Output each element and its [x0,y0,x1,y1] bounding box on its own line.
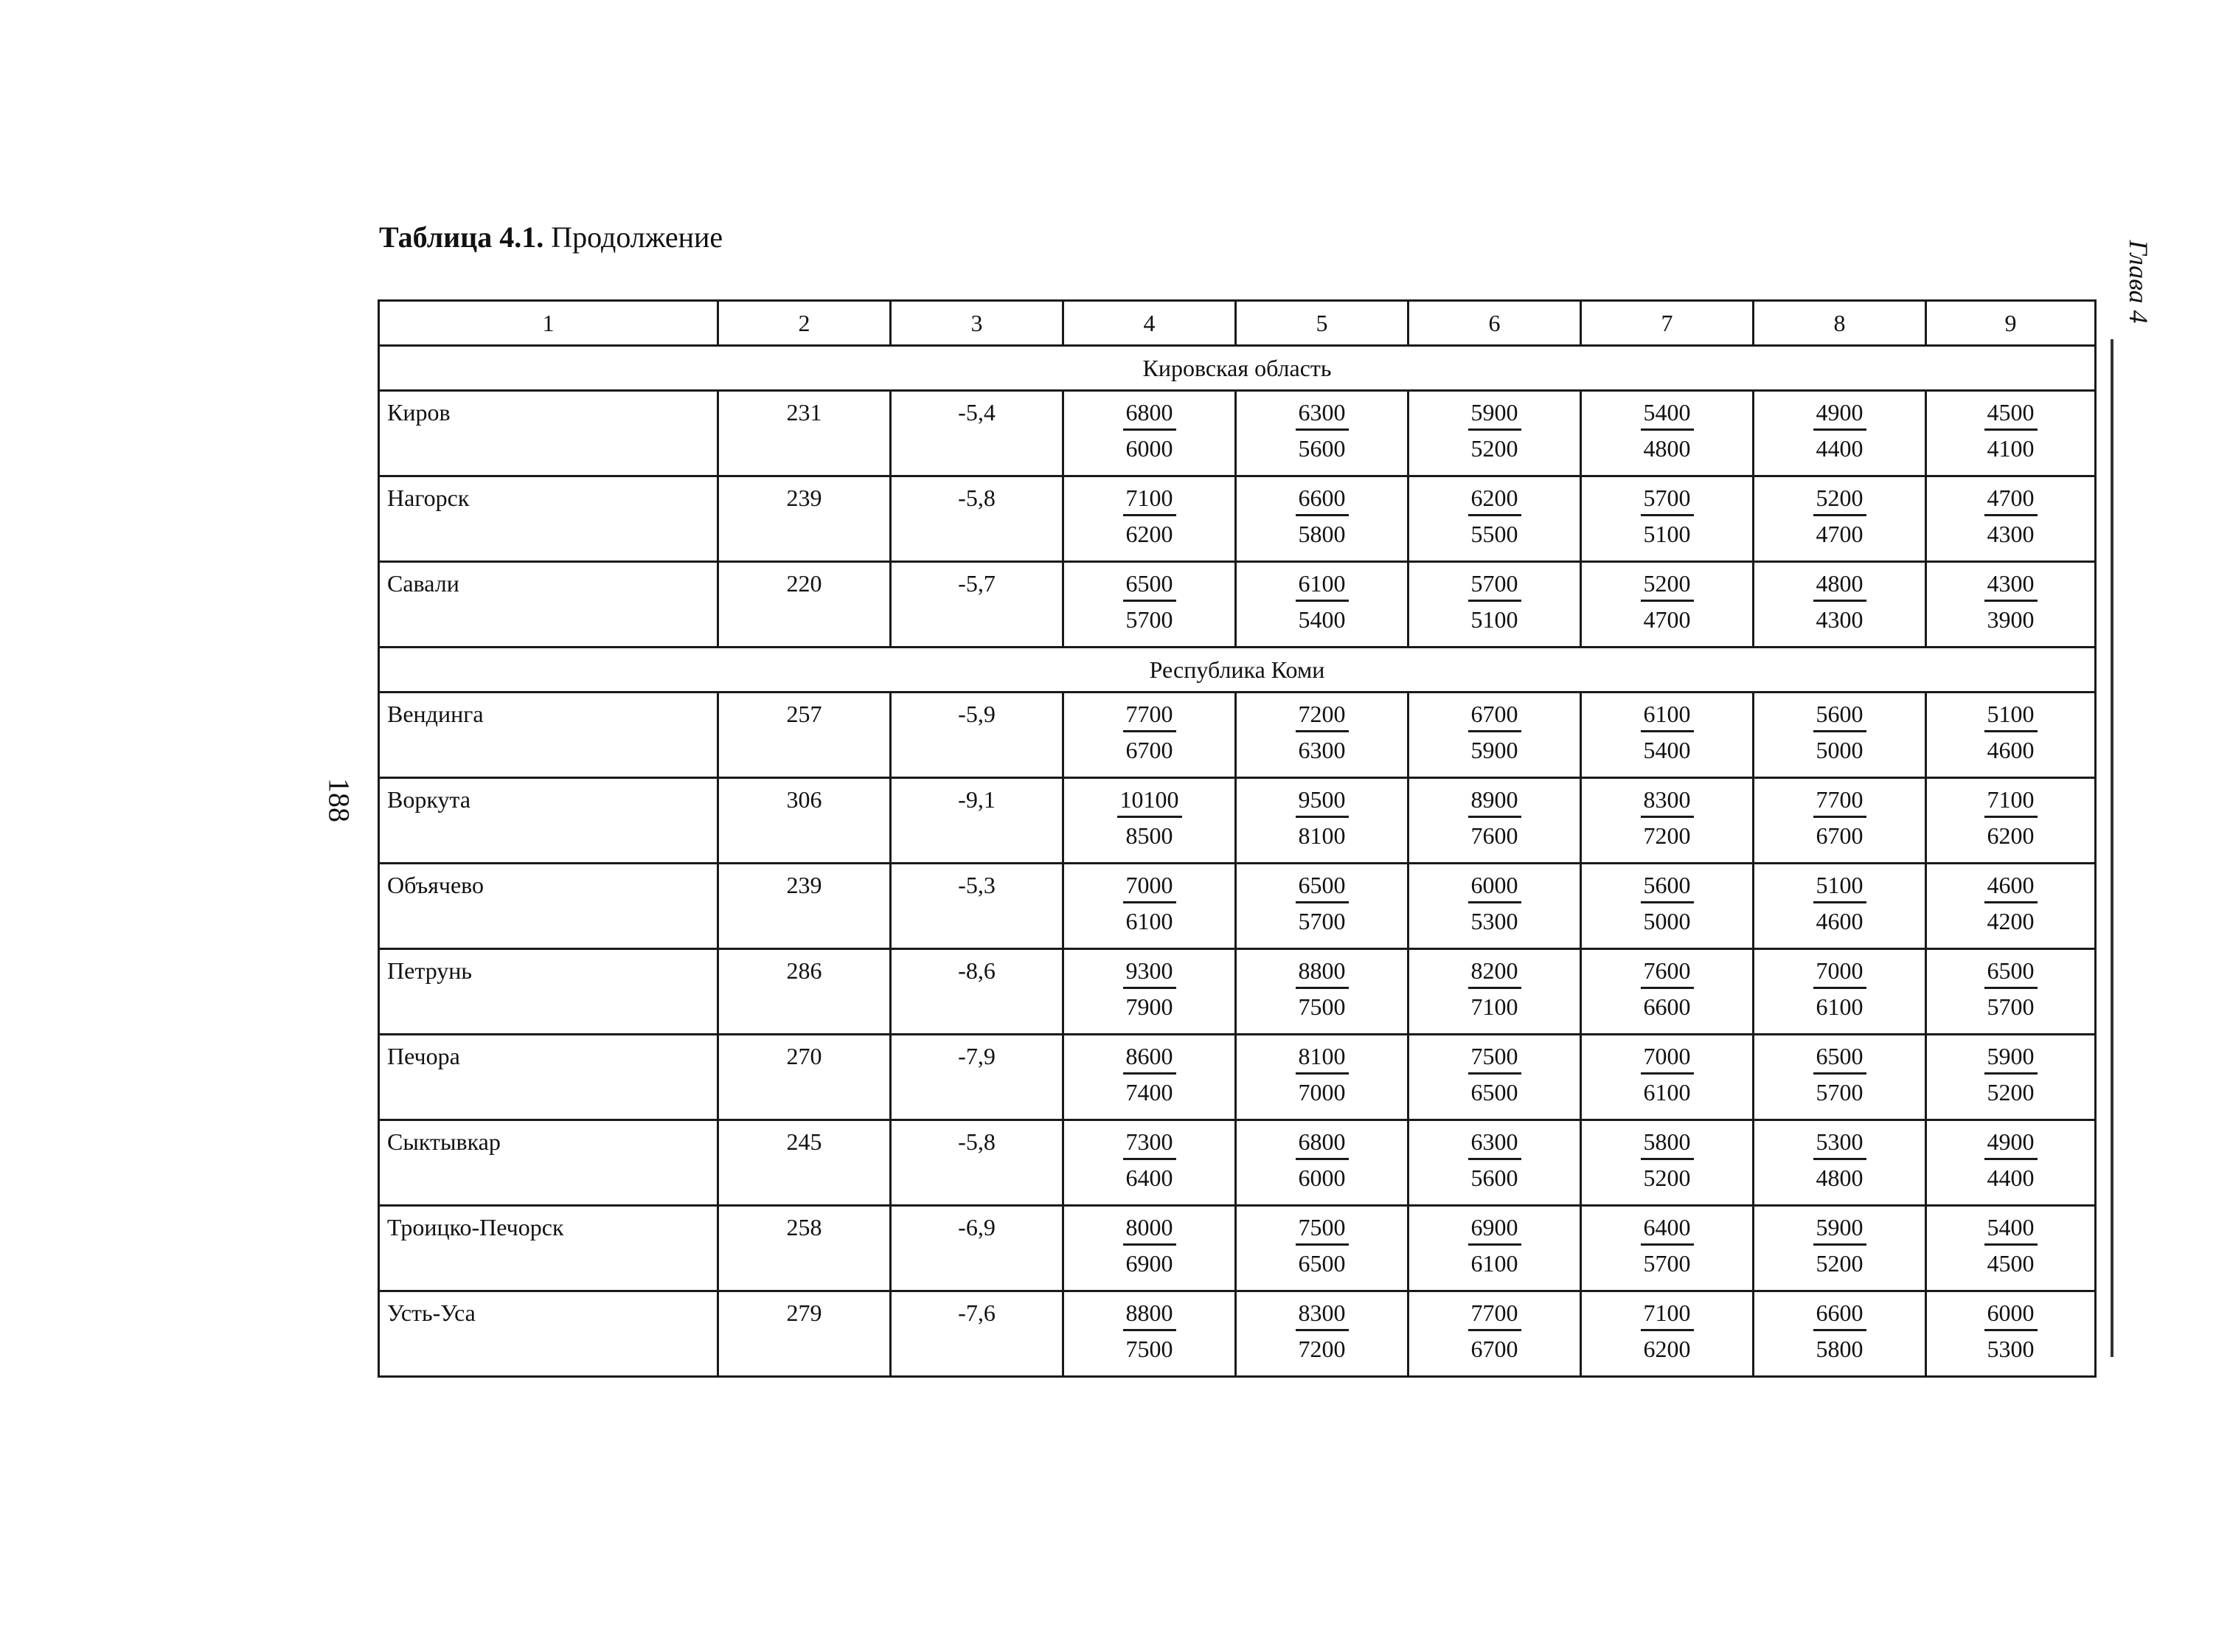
fraction-cell [1408,562,1581,648]
fraction-cell [1926,476,2096,562]
fraction-cell [1581,1035,1754,1120]
numerator: 8600 [1123,1041,1176,1075]
page-number-text: 188 [322,778,356,822]
denominator: 4300 [1816,606,1863,633]
numerator: 6400 [1641,1212,1694,1246]
denominator: 6000 [1125,435,1173,462]
fraction-cell [1926,391,2096,476]
numerator: 6200 [1468,483,1521,516]
denominator: 4800 [1643,435,1691,462]
denominator: 5800 [1298,521,1346,547]
numerator: 7100 [1984,785,2038,818]
fraction-cell [1063,693,1236,778]
table-row [379,693,2096,778]
fraction-cell [1236,864,1408,949]
denominator: 4600 [1816,908,1863,934]
numerator: 6600 [1813,1298,1866,1331]
numerator: 9500 [1296,785,1349,818]
denominator: 4800 [1816,1165,1863,1191]
region-row [379,648,2096,693]
numerator: 6600 [1296,483,1349,516]
table-row [379,1206,2096,1291]
col2-value: 220 [718,562,891,648]
numerator: 4800 [1813,569,1866,602]
denominator: 6700 [1125,737,1173,763]
col3-value: -9,1 [891,778,1063,864]
denominator: 5000 [1816,737,1863,763]
fraction-cell [1754,391,1926,476]
fraction-cell [1408,1206,1581,1291]
denominator: 5600 [1298,435,1346,462]
numerator: 8000 [1123,1212,1176,1246]
numerator: 7600 [1641,956,1694,989]
numerator: 7700 [1123,699,1176,732]
denominator: 7100 [1470,993,1518,1020]
numerator: 6000 [1984,1298,2038,1331]
numerator: 7100 [1123,483,1176,516]
denominator: 4500 [1987,1250,2035,1277]
fraction-cell [1754,1206,1926,1291]
denominator: 6100 [1643,1079,1691,1106]
numerator: 5800 [1641,1127,1694,1160]
fraction-cell [1408,1120,1581,1206]
numerator: 5200 [1813,483,1866,516]
fraction-cell [1063,476,1236,562]
station-name: Троицко-Печорск [379,1206,718,1291]
denominator: 7900 [1125,993,1173,1020]
station-name: Воркута [379,778,718,864]
denominator: 8100 [1298,822,1346,849]
fraction-cell [1754,476,1926,562]
denominator: 8500 [1125,822,1173,849]
fraction-cell [1581,778,1754,864]
col2-value: 258 [718,1206,891,1291]
fraction-cell [1063,1291,1236,1377]
col2-value: 270 [718,1035,891,1120]
numerator: 5400 [1641,398,1694,431]
col3-value: -5,9 [891,693,1063,778]
fraction-cell [1236,1035,1408,1120]
denominator: 5300 [1470,908,1518,934]
col2-value: 286 [718,949,891,1035]
denominator: 5200 [1816,1250,1863,1277]
region-heading: Республика Коми [379,648,2096,693]
fraction-cell [1408,949,1581,1035]
numerator: 5700 [1641,483,1694,516]
numerator: 4300 [1984,569,2038,602]
numerator: 7100 [1641,1298,1694,1331]
denominator: 4600 [1987,737,2035,763]
col2-value: 239 [718,476,891,562]
col3-value: -7,6 [891,1291,1063,1377]
fraction-cell [1408,1291,1581,1377]
table-row [379,476,2096,562]
numerator: 5900 [1813,1212,1866,1246]
numerator: 7000 [1123,870,1176,903]
numerator: 5400 [1984,1212,2038,1246]
denominator: 4200 [1987,908,2035,934]
denominator: 7500 [1125,1336,1173,1362]
fraction-cell [1926,693,2096,778]
numerator: 6000 [1468,870,1521,903]
numerator: 5300 [1813,1127,1866,1160]
station-name: Нагорск [379,476,718,562]
denominator: 6500 [1470,1079,1518,1106]
table-row [379,1120,2096,1206]
header-cell: 2 [718,301,891,346]
col2-value: 239 [718,864,891,949]
denominator: 5700 [1125,606,1173,633]
fraction-cell [1926,562,2096,648]
fraction-cell [1926,1291,2096,1377]
table-row [379,778,2096,864]
table-row [379,1291,2096,1377]
numerator: 7300 [1123,1127,1176,1160]
fraction-cell [1408,693,1581,778]
fraction-cell [1236,391,1408,476]
numerator: 5100 [1984,699,2038,732]
data-table [378,299,2097,1378]
fraction-cell [1063,778,1236,864]
fraction-cell [1408,778,1581,864]
header-cell: 5 [1236,301,1408,346]
fraction-cell [1581,864,1754,949]
numerator: 7700 [1813,785,1866,818]
numerator: 6800 [1296,1127,1349,1160]
numerator: 6100 [1641,699,1694,732]
col2-value: 245 [718,1120,891,1206]
numerator: 6900 [1468,1212,1521,1246]
fraction-cell [1581,391,1754,476]
fraction-cell [1063,562,1236,648]
denominator: 6100 [1125,908,1173,934]
header-row [379,301,2096,346]
fraction-cell [1408,391,1581,476]
fraction-cell [1408,864,1581,949]
table-caption-label: Таблица 4.1. [379,221,544,254]
denominator: 5100 [1643,521,1691,547]
numerator: 7700 [1468,1298,1521,1331]
fraction-cell [1754,864,1926,949]
numerator: 10100 [1117,785,1182,818]
col3-value: -5,8 [891,476,1063,562]
station-name: Савали [379,562,718,648]
fraction-cell [1408,1035,1581,1120]
denominator: 3900 [1987,606,2035,633]
denominator: 6200 [1987,822,2035,849]
fraction-cell [1236,476,1408,562]
denominator: 7500 [1298,993,1346,1020]
station-name: Петрунь [379,949,718,1035]
fraction-cell [1926,1206,2096,1291]
numerator: 4900 [1813,398,1866,431]
numerator: 4700 [1984,483,2038,516]
col3-value: -8,6 [891,949,1063,1035]
numerator: 5200 [1641,569,1694,602]
table-row [379,949,2096,1035]
fraction-cell [1754,1291,1926,1377]
table-row [379,864,2096,949]
table-row [379,562,2096,648]
fraction-cell [1754,949,1926,1035]
denominator: 5000 [1643,908,1691,934]
fraction-cell [1236,562,1408,648]
denominator: 5800 [1816,1336,1863,1362]
numerator: 8900 [1468,785,1521,818]
table-row [379,1035,2096,1120]
fraction-cell [1063,1035,1236,1120]
fraction-cell [1236,1291,1408,1377]
header-cell: 7 [1581,301,1754,346]
numerator: 8800 [1123,1298,1176,1331]
numerator: 7000 [1813,956,1866,989]
fraction-cell [1063,949,1236,1035]
fraction-cell [1581,1120,1754,1206]
denominator: 4100 [1987,435,2035,462]
numerator: 4900 [1984,1127,2038,1160]
denominator: 6300 [1298,737,1346,763]
denominator: 6000 [1298,1165,1346,1191]
numerator: 7500 [1468,1041,1521,1075]
fraction-cell [1236,693,1408,778]
fraction-cell [1581,476,1754,562]
denominator: 5400 [1643,737,1691,763]
fraction-cell [1754,778,1926,864]
numerator: 5100 [1813,870,1866,903]
fraction-cell [1926,864,2096,949]
col3-value: -7,9 [891,1035,1063,1120]
numerator: 4500 [1984,398,2038,431]
numerator: 9300 [1123,956,1176,989]
station-name: Вендинга [379,693,718,778]
denominator: 6700 [1816,822,1863,849]
header-cell: 6 [1408,301,1581,346]
denominator: 5200 [1470,435,1518,462]
fraction-cell [1926,949,2096,1035]
numerator: 8200 [1468,956,1521,989]
fraction-cell [1754,1035,1926,1120]
denominator: 6200 [1125,521,1173,547]
numerator: 5700 [1468,569,1521,602]
fraction-cell [1581,949,1754,1035]
header-cell: 4 [1063,301,1236,346]
denominator: 7600 [1470,822,1518,849]
numerator: 7000 [1641,1041,1694,1075]
fraction-cell [1236,1206,1408,1291]
numerator: 6700 [1468,699,1521,732]
station-name: Объячево [379,864,718,949]
numerator: 8300 [1296,1298,1349,1331]
denominator: 5700 [1987,993,2035,1020]
fraction-cell [1581,1291,1754,1377]
denominator: 6900 [1125,1250,1173,1277]
fraction-cell [1754,562,1926,648]
fraction-cell [1063,864,1236,949]
numerator: 5900 [1984,1041,2038,1075]
denominator: 5200 [1987,1079,2035,1106]
fraction-cell [1236,1120,1408,1206]
fraction-cell [1063,1120,1236,1206]
denominator: 6100 [1470,1250,1518,1277]
denominator: 5500 [1470,521,1518,547]
denominator: 5200 [1643,1165,1691,1191]
denominator: 7200 [1298,1336,1346,1362]
table-body [379,301,2096,1377]
numerator: 6100 [1296,569,1349,602]
fraction-cell [1581,1206,1754,1291]
denominator: 6100 [1816,993,1863,1020]
denominator: 7400 [1125,1079,1173,1106]
numerator: 4600 [1984,870,2038,903]
denominator: 5700 [1816,1079,1863,1106]
numerator: 6500 [1296,870,1349,903]
fraction-cell [1754,1120,1926,1206]
col2-value: 306 [718,778,891,864]
numerator: 7500 [1296,1212,1349,1246]
header-cell: 9 [1926,301,2096,346]
denominator: 6500 [1298,1250,1346,1277]
denominator: 6400 [1125,1165,1173,1191]
denominator: 5700 [1298,908,1346,934]
fraction-cell [1926,778,2096,864]
col3-value: -5,4 [891,391,1063,476]
numerator: 8300 [1641,785,1694,818]
col2-value: 257 [718,693,891,778]
numerator: 5600 [1641,870,1694,903]
col2-value: 279 [718,1291,891,1377]
denominator: 5300 [1987,1336,2035,1362]
chapter-side-label-text: Глава 4 [2124,240,2153,324]
denominator: 5600 [1470,1165,1518,1191]
fraction-cell [1236,949,1408,1035]
table-caption [379,220,723,255]
header-cell: 1 [379,301,718,346]
denominator: 5100 [1470,606,1518,633]
station-name: Сыктывкар [379,1120,718,1206]
fraction-cell [1408,476,1581,562]
side-rule [2111,339,2113,1357]
station-name: Усть-Уса [379,1291,718,1377]
denominator: 4700 [1643,606,1691,633]
header-cell: 3 [891,301,1063,346]
col3-value: -5,3 [891,864,1063,949]
denominator: 4700 [1816,521,1863,547]
fraction-cell [1581,562,1754,648]
fraction-cell [1063,1206,1236,1291]
numerator: 6800 [1123,398,1176,431]
fraction-cell [1236,778,1408,864]
denominator: 6600 [1643,993,1691,1020]
numerator: 5900 [1468,398,1521,431]
numerator: 7200 [1296,699,1349,732]
table-row [379,391,2096,476]
station-name: Киров [379,391,718,476]
denominator: 5400 [1298,606,1346,633]
col3-value: -6,9 [891,1206,1063,1291]
numerator: 6500 [1984,956,2038,989]
fraction-cell [1926,1035,2096,1120]
denominator: 6700 [1470,1336,1518,1362]
col2-value: 231 [718,391,891,476]
denominator: 7000 [1298,1079,1346,1106]
denominator: 5700 [1643,1250,1691,1277]
region-heading: Кировская область [379,346,2096,391]
denominator: 7200 [1643,822,1691,849]
numerator: 5600 [1813,699,1866,732]
fraction-cell [1581,693,1754,778]
col3-value: -5,8 [891,1120,1063,1206]
header-cell: 8 [1754,301,1926,346]
denominator: 4300 [1987,521,2035,547]
denominator: 6200 [1643,1336,1691,1362]
numerator: 6300 [1468,1127,1521,1160]
denominator: 4400 [1816,435,1863,462]
numerator: 6500 [1813,1041,1866,1075]
region-row [379,346,2096,391]
denominator: 4400 [1987,1165,2035,1191]
numerator: 8800 [1296,956,1349,989]
page-number [310,767,369,833]
chapter-side-label [2109,230,2168,333]
station-name: Печора [379,1035,718,1120]
numerator: 8100 [1296,1041,1349,1075]
table-caption-suffix: Продолжение [543,221,723,254]
fraction-cell [1754,693,1926,778]
fraction-cell [1926,1120,2096,1206]
numerator: 6500 [1123,569,1176,602]
numerator: 6300 [1296,398,1349,431]
denominator: 5900 [1470,737,1518,763]
col3-value: -5,7 [891,562,1063,648]
fraction-cell [1063,391,1236,476]
